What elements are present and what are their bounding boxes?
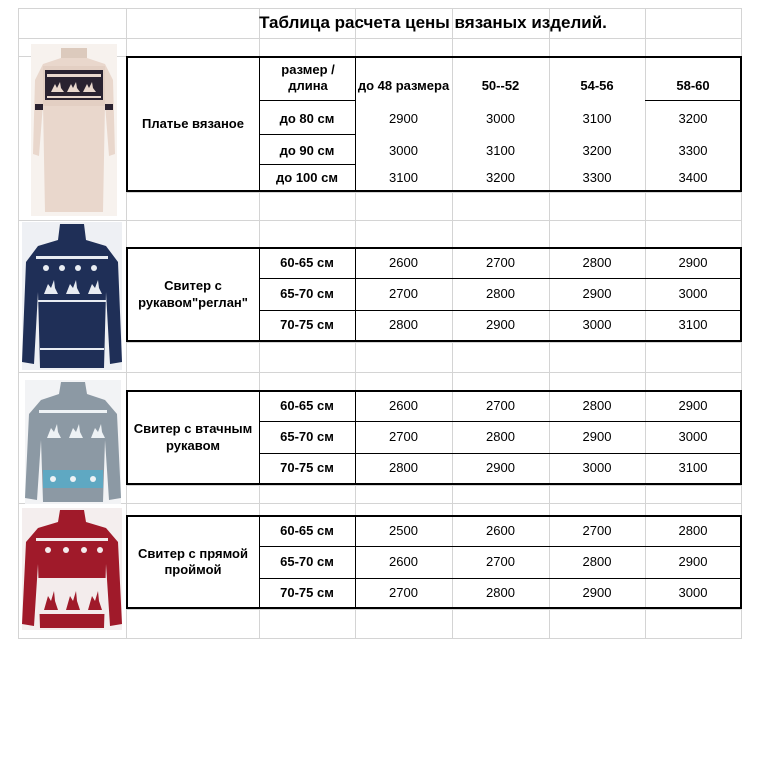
length-label: до 80 см [279, 110, 335, 126]
price-cell: 2800 [486, 286, 515, 302]
product-name: Свитер с прямой проймой [138, 545, 248, 577]
price-cell: 3000 [486, 110, 515, 126]
price-cell: 3100 [486, 142, 515, 158]
size-col-header: до 48 размера [357, 77, 450, 93]
price-cell: 2900 [486, 460, 515, 476]
price-cell: 3200 [486, 169, 515, 185]
price-cell: 2500 [389, 523, 418, 539]
price-cell: 3000 [582, 317, 612, 333]
cream-reindeer-dress-photo [31, 44, 117, 216]
price-cell: 3100 [389, 169, 418, 185]
price-cell: 2700 [389, 429, 418, 445]
product-name: Свитер с рукавом"реглан" [138, 278, 248, 310]
price-cell: 2600 [389, 398, 418, 414]
price-cell: 2700 [486, 554, 515, 570]
page-title: Таблица расчета цены вязаных изделий. [259, 13, 607, 32]
length-label: 70-75 см [280, 584, 334, 600]
price-cell: 2800 [582, 398, 612, 414]
size-col-header: 58-60 [676, 77, 710, 93]
price-cell: 3200 [582, 142, 612, 158]
length-label: до 90 см [279, 142, 335, 158]
price-cell: 2900 [582, 584, 612, 600]
price-cell: 3000 [582, 460, 612, 476]
price-cell: 2800 [678, 523, 708, 539]
price-cell: 3100 [678, 460, 708, 476]
price-cell: 2700 [486, 255, 515, 271]
price-cell: 2600 [486, 523, 515, 539]
price-cell: 2900 [486, 317, 515, 333]
price-cell: 2700 [582, 523, 612, 539]
price-cell: 2600 [389, 255, 418, 271]
length-label: 65-70 см [280, 429, 334, 445]
red-reindeer-sweater-photo [22, 508, 122, 630]
length-label: 60-65 см [280, 398, 334, 414]
product-name: Платье вязаное [142, 115, 244, 131]
price-cell: 3300 [678, 142, 708, 158]
price-cell: 3100 [582, 110, 612, 126]
price-cell: 3200 [678, 110, 708, 126]
length-label: 65-70 см [280, 554, 334, 570]
price-cell: 2900 [582, 429, 612, 445]
size-col-header: 50--52 [481, 77, 520, 93]
price-cell: 3300 [582, 169, 612, 185]
length-label: 60-65 см [280, 255, 334, 271]
price-cell: 3400 [678, 169, 708, 185]
price-cell: 2700 [389, 286, 418, 302]
length-label: 60-65 см [280, 523, 334, 539]
price-cell: 3000 [678, 286, 708, 302]
price-cell: 2600 [389, 554, 418, 570]
price-cell: 2800 [389, 460, 418, 476]
price-cell: 2800 [582, 554, 612, 570]
price-cell: 3000 [389, 142, 418, 158]
price-cell: 2900 [678, 255, 708, 271]
price-cell: 2700 [389, 584, 418, 600]
grey-reindeer-sweater-photo [25, 380, 121, 504]
size-col-header: 54-56 [580, 77, 614, 93]
price-cell: 2700 [486, 398, 515, 414]
price-cell: 2800 [486, 584, 515, 600]
product-name: Свитер с втачным рукавом [133, 421, 253, 453]
price-cell: 2900 [678, 554, 708, 570]
price-cell: 3000 [678, 429, 708, 445]
length-label: 70-75 см [280, 317, 334, 333]
price-cell: 3000 [678, 584, 708, 600]
size-length-header: размер / длина [281, 61, 335, 93]
length-label: 70-75 см [280, 460, 334, 476]
navy-reindeer-sweater-photo [22, 222, 122, 370]
price-cell: 2800 [582, 255, 612, 271]
length-label: 65-70 см [280, 286, 334, 302]
price-cell: 2800 [389, 317, 418, 333]
price-cell: 2900 [678, 398, 708, 414]
price-cell: 2900 [582, 286, 612, 302]
price-cell: 2800 [486, 429, 515, 445]
price-cell: 3100 [678, 317, 708, 333]
price-cell: 2900 [389, 110, 418, 126]
length-label: до 100 см [276, 169, 338, 185]
